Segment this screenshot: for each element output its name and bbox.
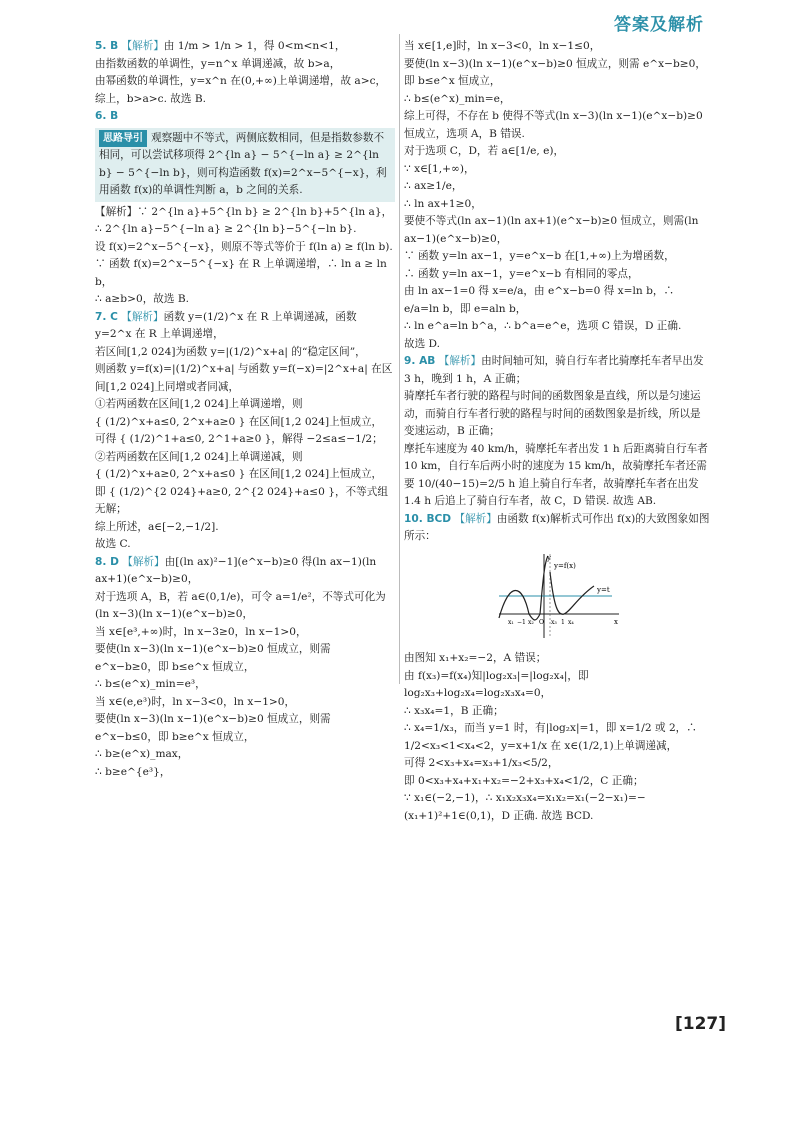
question-number: 7. C xyxy=(95,310,118,323)
solution-line xyxy=(95,694,395,712)
solution-text: 则函数 y=f(x)=|(1/2)^x+a| 与函数 y=f(−x)=|2^x+a| 在区间[1,2 024]上同增或者同减， xyxy=(95,363,393,393)
solution-line xyxy=(404,266,710,284)
solution-line xyxy=(404,790,710,825)
solution-line xyxy=(404,755,710,773)
solution-line xyxy=(404,91,710,109)
solution-line xyxy=(404,161,710,179)
solution-text: ∴ b≥e^{e³}， xyxy=(95,765,171,778)
solution-text: 函数 y=(1/2)^x 在 R 上单调递减，函数 y=2^x 在 R 上单调递增， xyxy=(95,310,357,340)
analysis-tag: 【解析】 xyxy=(121,40,164,52)
solution-line xyxy=(95,536,395,554)
function-graph-figure xyxy=(494,552,710,647)
solution-line xyxy=(95,344,395,362)
solution-text: 由时间轴可知，骑自行车者比骑摩托车者早出发 3 h，晚到 1 h，A 正确； xyxy=(404,355,704,385)
solution-text: ∴ b≥(e^x)_max， xyxy=(95,748,189,760)
solution-text: ∵ x₁∈(−2,−1)，∴ x₁x₂x₃x₄=x₁x₂=x₁(−2−x₁)=−(x₁+1)²+1∈(0,1)，D 正确. 故选 BCD. xyxy=(404,792,646,822)
left-column xyxy=(95,38,395,781)
tick-neg1: −1 xyxy=(517,618,526,626)
solution-line xyxy=(95,414,395,432)
solution-text: { (1/2)^x+a≤0, 2^x+a≥0 } 在区间[1,2 024]上恒成立， xyxy=(95,415,383,428)
solution-item xyxy=(95,309,395,344)
solution-line xyxy=(95,291,395,309)
solution-line xyxy=(404,650,710,668)
solution-text: 综上可得，不存在 b 使得不等式(ln x−3)(ln x−1)(e^x−b)≥0 恒成立，选项 A，B 错误. xyxy=(404,110,703,140)
solution-text: ∴ b≤(e^x)_min=e³， xyxy=(95,678,206,690)
solution-line xyxy=(404,703,710,721)
solution-line xyxy=(404,143,710,161)
solution-text: ∴ x₃x₄=1，B 正确； xyxy=(404,704,504,717)
solution-line xyxy=(404,773,710,791)
analysis-tag: 【解析】 xyxy=(454,512,497,525)
solution-text: ∵ 函数 y=ln ax−1，y=e^x−b 在[1,+∞)上为增函数， xyxy=(404,250,675,262)
solution-line xyxy=(404,388,710,441)
solution-line xyxy=(404,248,710,266)
tick-x3: x₃ xyxy=(551,618,557,626)
solution-text: ∵ 函数 f(x)=2^x−5^{−x} 在 R 上单调递增，∴ ln a ≥ ln b， xyxy=(95,258,387,288)
solution-text: 综上，b>a>c. 故选 B. xyxy=(95,92,207,105)
solution-text: 要使(ln x−3)(ln x−1)(e^x−b)≥0 恒成立，则需 e^x−b≤0，即 b≥e^x 恒成立， xyxy=(95,713,331,743)
solution-line xyxy=(95,449,395,467)
question-number: 9. AB xyxy=(404,355,436,367)
solution-text: ②若两函数在区间[1,2 024]上单调递减，则 xyxy=(95,450,303,463)
solution-text: 当 x∈[e³,+∞)时，ln x−3≥0，ln x−1>0， xyxy=(95,625,307,638)
solution-text: 设 f(x)=2^x−5^{−x}，则原不等式等价于 f(ln a) ≥ f(ln b). xyxy=(95,240,393,253)
solution-text: 当 x∈[1,e]时，ln x−3<0，ln x−1≤0， xyxy=(404,40,601,52)
solution-line xyxy=(95,589,395,607)
solution-text: 由幂函数的单调性，y=x^n 在(0,+∞)上单调递增，故 a>c， xyxy=(95,75,387,87)
solution-line xyxy=(404,56,710,91)
solution-text: ∴ ln ax+1≥0， xyxy=(404,197,482,210)
solution-line xyxy=(404,196,710,214)
solution-line xyxy=(95,466,395,484)
solution-text: ∴ x₄=1/x₃，而当 y=1 时，有|log₂x|=1，即 x=1/2 或 2，∴ 1/2<x₃<1<x₄<2，y=x+1/x 在 x∈(1/2,1)上单调递减， xyxy=(404,722,697,752)
solution-text: 由指数函数的单调性，y=n^x 单调递减，故 b>a， xyxy=(95,57,341,70)
tick-origin: O xyxy=(539,618,544,626)
solution-line xyxy=(95,624,395,642)
solution-line xyxy=(95,431,395,449)
solution-text: ∴ a≥b>0，故选 B. xyxy=(95,293,189,305)
solution-text: 对于选项 A，B，若 a∈(0,1/e)，可令 a=1/e²，不等式可化为 xyxy=(95,590,386,603)
solution-text: 由 1/m > 1/n > 1，得 0<m<n<1， xyxy=(163,40,346,52)
question-number: 6. B xyxy=(95,110,119,122)
solution-text: 综上所述，a∈[−2,−1/2]. xyxy=(95,520,219,533)
function-graph xyxy=(494,552,624,640)
solution-text: 若区间[1,2 024]为函数 y=|(1/2)^x+a| 的“稳定区间”， xyxy=(95,345,366,358)
tick-x4: x₄ xyxy=(568,618,574,626)
curve-right-branch xyxy=(550,572,594,614)
right-column xyxy=(404,38,710,825)
solution-text: ∴ b≤(e^x)_min=e， xyxy=(404,92,511,105)
solution-line xyxy=(95,484,395,519)
solution-line xyxy=(95,606,395,624)
solution-text: 要使(ln x−3)(ln x−1)(e^x−b)≥0 恒成立，则需 e^x−b≥0，即 b≤e^x 恒成立， xyxy=(404,57,707,87)
solution-text: 即 { (1/2)^{2 024}+a≥0, 2^{2 024}+a≤0 }，不等式组无解； xyxy=(95,485,388,515)
page-number: [127] xyxy=(675,1014,727,1034)
solution-text: ∴ 2^{ln a}−5^{−ln a} ≥ 2^{ln b}−5^{−ln b}. xyxy=(95,223,357,235)
solution-line xyxy=(404,38,710,56)
solution-text: ∵ x∈[1,+∞)， xyxy=(404,162,475,175)
thinking-guide-box xyxy=(95,128,395,202)
solution-line xyxy=(404,178,710,196)
solution-text: 可得 2<x₃+x₄=x₃+1/x₃<5/2， xyxy=(404,757,559,769)
solution-line xyxy=(95,396,395,414)
solution-text: 由 f(x₃)=f(x₄)知|log₂x₃|=|log₂x₄|，即 log₂x₃+log₂x₄=log₂x₃x₄=0， xyxy=(404,669,589,699)
solution-line xyxy=(95,519,395,537)
solution-line xyxy=(404,668,710,703)
solution-line xyxy=(404,441,710,511)
solution-line xyxy=(404,108,710,143)
solution-text: 由图知 x₁+x₂=−2，A 错误； xyxy=(404,652,547,664)
solution-text: 由函数 f(x)解析式可作出 f(x)的大致图象如图所示： xyxy=(404,512,710,542)
tick-1: 1 xyxy=(561,618,565,626)
solution-text: 要使(ln x−3)(ln x−1)(e^x−b)≥0 恒成立，则需 e^x−b≥0，即 b≤e^x 恒成立， xyxy=(95,643,331,673)
solution-text: 【解析】∵ 2^{ln a}+5^{ln b} ≥ 2^{ln b}+5^{ln a}， xyxy=(95,205,393,218)
solution-line xyxy=(95,676,395,694)
thinking-guide-label: 思路导引 xyxy=(99,130,147,148)
solution-line xyxy=(95,56,395,74)
column-divider xyxy=(399,34,400,684)
curve-label: y=f(x) xyxy=(554,561,576,570)
solution-line xyxy=(95,764,395,782)
question-number: 8. D xyxy=(95,555,119,568)
solution-line xyxy=(95,641,395,676)
solution-item xyxy=(95,554,395,589)
analysis-tag: 【解析】 xyxy=(121,310,164,323)
solution-line xyxy=(95,204,395,222)
question-number: 5. B xyxy=(95,40,119,52)
analysis-tag: 【解析】 xyxy=(122,555,165,568)
solution-text: 骑摩托车者行驶的路程与时间的函数图象是直线，所以是匀速运动，而骑自行车者行驶的路程与时间的函数图象是折线，所以是变速运动，B 正确； xyxy=(404,390,701,437)
solution-text: 由[(ln ax)²−1](e^x−b)≥0 得(ln ax−1)(ln ax+1)(e^x−b)≥0， xyxy=(95,555,377,585)
solution-text: ①若两函数在区间[1,2 024]上单调递增，则 xyxy=(95,398,303,410)
solution-line xyxy=(95,73,395,91)
line-label: y=t xyxy=(597,585,610,594)
solution-line xyxy=(95,221,395,239)
solution-line xyxy=(404,318,710,336)
solution-line xyxy=(95,256,395,291)
solution-line xyxy=(404,336,710,354)
solution-line xyxy=(404,283,710,318)
solution-text: 可得 { (1/2)^1+a≤0, 2^1+a≥0 }，解得 −2≤a≤−1/2； xyxy=(95,433,383,445)
curve-left-branch xyxy=(499,556,548,620)
solution-text: 由 ln ax−1=0 得 x=e/a，由 e^x−b=0 得 x=ln b，∴ e/a=ln b，即 e=aln b， xyxy=(404,285,675,315)
solution-text: 故选 C. xyxy=(95,538,131,550)
x-axis-label: x xyxy=(614,617,618,626)
tick-x2: x₂ xyxy=(528,618,534,626)
solution-item xyxy=(95,108,395,126)
solution-line xyxy=(404,213,710,248)
solution-text: { (1/2)^x+a≥0, 2^x+a≤0 } 在区间[1,2 024]上恒成立， xyxy=(95,468,383,480)
solution-text: ∴ 函数 y=ln ax−1，y=e^x−b 有相同的零点， xyxy=(404,267,639,280)
solution-line xyxy=(95,711,395,746)
analysis-tag: 【解析】 xyxy=(438,355,482,367)
solution-item xyxy=(404,353,710,388)
solution-item xyxy=(404,511,710,546)
solution-text: 故选 D. xyxy=(404,337,441,350)
page-header-title: 答案及解析 xyxy=(614,15,704,35)
solution-line xyxy=(95,239,395,257)
solution-line xyxy=(95,361,395,396)
solution-text: 要使不等式(ln ax−1)(ln ax+1)(e^x−b)≥0 恒成立，则需(ln ax−1)(e^x−b)≥0， xyxy=(404,215,699,245)
solution-line xyxy=(404,720,710,755)
solution-text: 摩托车速度为 40 km/h，骑摩托车者出发 1 h 后距离骑自行车者 10 km，自行车后两小时的速度为 15 km/h，故骑摩托车者还需要 10/(40−15)=2/5 h 追上骑自行车者，故骑摩托车者在出发 1.4 h 后追上了骑自行车者，故 C，D 错误. 故选 AB. xyxy=(404,442,708,507)
solution-text: ∴ ln e^a=ln b^a，∴ b^a=e^e，选项 C 错误，D 正确. xyxy=(404,320,682,332)
tick-x1: x₁ xyxy=(508,618,514,626)
solution-text: (ln x−3)(ln x−1)(e^x−b)≥0， xyxy=(95,608,254,620)
solution-line xyxy=(95,746,395,764)
y-axis-label: y xyxy=(547,553,551,562)
solution-item xyxy=(95,38,395,56)
solution-line xyxy=(95,91,395,109)
solution-text: 当 x∈(e,e³)时，ln x−3<0，ln x−1>0， xyxy=(95,695,296,708)
solution-text: ∴ ax≥1/e， xyxy=(404,180,463,192)
solution-text: 即 0<x₃+x₄+x₁+x₂=−2+x₃+x₄<1/2，C 正确； xyxy=(404,774,644,787)
question-number: 10. BCD xyxy=(404,512,452,525)
solution-text: 对于选项 C，D，若 a∈[1/e, e)， xyxy=(404,145,565,157)
thinking-guide-text: 观察题中不等式，两侧底数相同，但是指数参数不相同，可以尝试移项得 2^{ln a} − 5^{−ln a} ≥ 2^{ln b} − 5^{−ln b}，则可构造函数 f(x)=2^x−5^{−x}，利用函数 f(x)的单调性判断 a，b 之间的关系. xyxy=(99,131,387,196)
